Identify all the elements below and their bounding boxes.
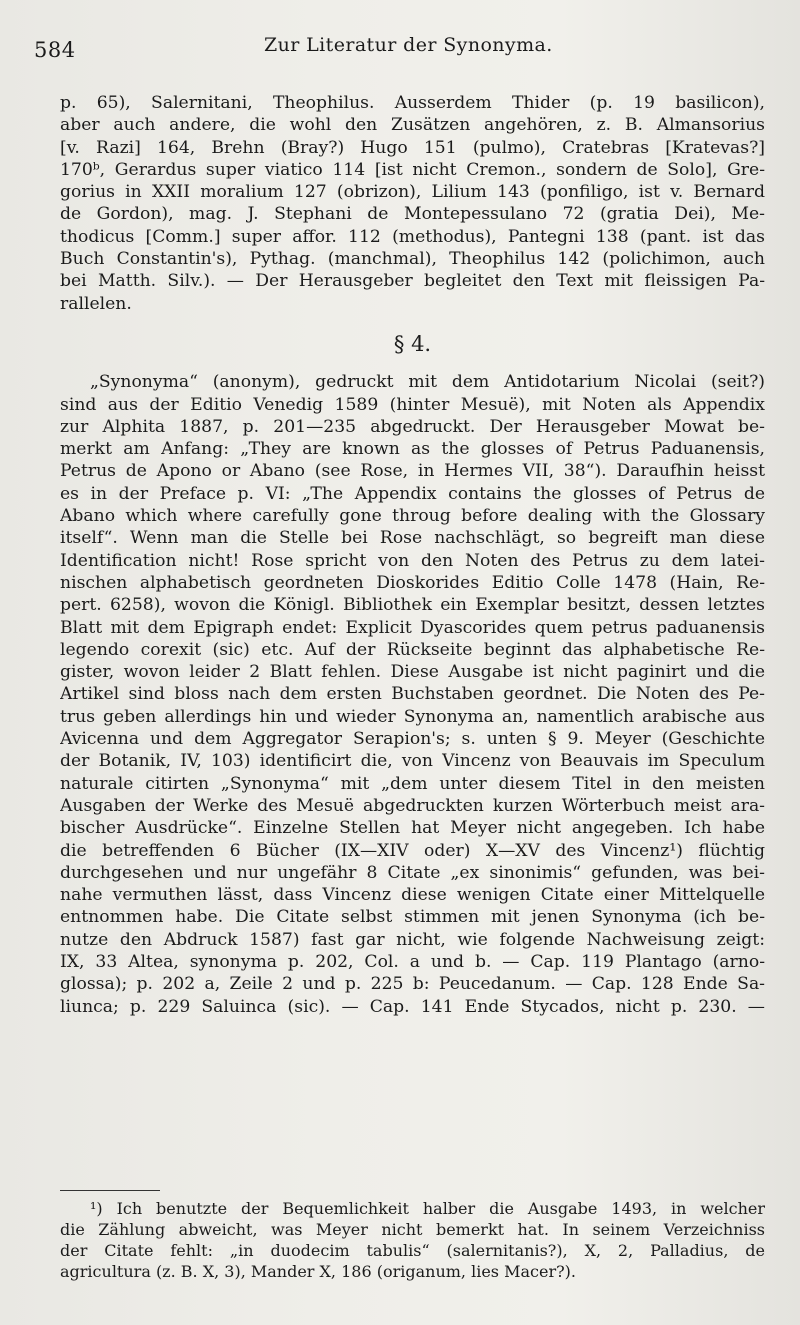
paragraph-synonyma: [60, 371, 765, 1018]
text-line: p. 65), Salernitani, Theophilus. Ausserdem Thider (p. 19 basilicon),: [60, 93, 765, 113]
text-line: IX, 33 Altea, synonyma p. 202, Col. a und b. — Cap. 119 Plantago (arno-: [60, 951, 765, 972]
text-line: aber auch andere, die wohl den Zusätzen angehören, z. B. Almansorius: [60, 115, 765, 136]
text-line: Avicenna und dem Aggregator Serapion's; s. unten § 9. Meyer (Geschichte: [60, 729, 765, 750]
text-line: der Botanik, IV, 103) identificirt die, von Vincenz von Beauvais im Speculum: [60, 751, 765, 772]
text-line: [v. Razi] 164, Brehn (Bray?) Hugo 151 (pulmo), Cratebras [Kratevas?]: [60, 137, 765, 158]
text-line: nutze den Abdruck 1587) fast gar nicht, wie folgende Nachweisung zeigt:: [60, 929, 765, 950]
footnote: [60, 1198, 765, 1282]
text-line: nischen alphabetisch geordneten Dioskorides Editio Colle 1478 (Hain, Re-: [60, 572, 765, 593]
page-header: [34, 28, 740, 62]
text-line: 170ᵇ, Gerardus super viatico 114 [ist nicht Cremon., sondern de Solo], Gre-: [60, 159, 765, 180]
footnote-line: die Zählung abweicht, was Meyer nicht bemerkt hat. In seinem Verzeichniss: [60, 1220, 765, 1239]
text-line: gorius in XXII moralium 127 (obrizon), Lilium 143 (ponfiligo, ist v. Bernard: [60, 182, 765, 203]
text-line: Buch Constantin's), Pythag. (manchmal), Theophilus 142 (polichimon, auch: [60, 249, 765, 270]
paragraph-continuation: [60, 92, 765, 315]
text-line: nahe vermuthen lässt, dass Vincenz diese wenigen Citate einer Mittelquelle: [60, 885, 765, 906]
text-line: de Gordon), mag. J. Stephani de Montepessulano 72 (gratia Dei), Me-: [60, 204, 765, 225]
text-line: liunca; p. 229 Saluinca (sic). — Cap. 141 Ende Stycados, nicht p. 230. —: [60, 996, 765, 1017]
text-line: es in der Preface p. VI: „The Appendix contains the glosses of Petrus de: [60, 483, 765, 504]
section-heading: § 4.: [393, 331, 432, 356]
footnote-line: der Citate fehlt: „in duodecim tabulis“ (salernitanis?), X, 2, Palladius, de: [60, 1241, 765, 1260]
text-line: entnommen habe. Die Citate selbst stimmen mit jenen Synonyma (ich be-: [60, 907, 765, 928]
running-title: Zur Literatur der Synonyma.: [264, 34, 553, 56]
text-line: merkt am Anfang: „They are known as the glosses of Petrus Paduanensis,: [60, 439, 765, 460]
main-text: [60, 92, 765, 1018]
footnote-divider: [60, 1190, 160, 1191]
text-line: trus geben allerdings hin und wieder Synonyma an, namentlich arabische aus: [60, 706, 765, 727]
text-line: sind aus der Editio Venedig 1589 (hinter Mesuë), mit Noten als Appendix: [60, 394, 765, 415]
text-line: bischer Ausdrücke“. Einzelne Stellen hat Meyer nicht angegeben. Ich habe: [60, 818, 765, 839]
text-line: glossa); p. 202 a, Zeile 2 und p. 225 b: Peucedanum. — Cap. 128 Ende Sa-: [60, 974, 765, 995]
text-line: durchgesehen und nur ungefähr 8 Citate „ex sinonimis“ gefunden, was bei-: [60, 862, 765, 883]
text-line: legendo corexit (sic) etc. Auf der Rückseite beginnt das alphabetische Re-: [60, 639, 765, 660]
text-line: Ausgaben der Werke des Mesuë abgedruckten kurzen Wörterbuch meist ara-: [60, 795, 765, 816]
footnote-line: agricultura (z. B. X, 3), Mander X, 186 (origanum, lies Macer?).: [60, 1262, 577, 1281]
text-line: Abano which where carefully gone throug before dealing with the Glossary: [60, 506, 765, 527]
text-line: Identification nicht! Rose spricht von den Noten des Petrus zu dem latei-: [60, 550, 765, 571]
text-line: zur Alphita 1887, p. 201—235 abgedruckt. Der Herausgeber Mowat be-: [60, 416, 765, 437]
text-line: „Synonyma“ (anonym), gedruckt mit dem Antidotarium Nicolai (seit?): [90, 372, 765, 393]
text-line: rallelen.: [60, 293, 132, 314]
text-line: thodicus [Comm.] super affor. 112 (methodus), Pantegni 138 (pant. ist das: [60, 226, 765, 247]
footnote-line: ¹) Ich benutzte der Bequemlichkeit halber die Ausgabe 1493, in welcher: [90, 1199, 765, 1218]
text-line: Petrus de Apono or Abano (see Rose, in Hermes VII, 38“). Daraufhin heisst: [60, 461, 765, 482]
text-line: pert. 6258), wovon die Königl. Bibliothek ein Exemplar besitzt, dessen letztes: [60, 595, 765, 616]
text-line: gister, wovon leider 2 Blatt fehlen. Diese Ausgabe ist nicht paginirt und die: [60, 662, 765, 683]
text-line: Blatt mit dem Epigraph endet: Explicit Dyascorides quem petrus paduanensis: [60, 617, 765, 638]
page-number: 584: [34, 38, 76, 62]
text-line: die betreffenden 6 Bücher (IX—XIV oder) X—XV des Vincenz¹) flüchtig: [60, 840, 765, 861]
text-line: bei Matth. Silv.). — Der Herausgeber begleitet den Text mit fleissigen Pa-: [60, 271, 765, 292]
text-line: itself“. Wenn man die Stelle bei Rose nachschlägt, so begreift man diese: [60, 528, 765, 549]
text-line: Artikel sind bloss nach dem ersten Buchstaben geordnet. Die Noten des Pe-: [60, 684, 765, 705]
text-line: naturale citirten „Synonyma“ mit „dem unter diesem Titel in den meisten: [60, 773, 765, 794]
